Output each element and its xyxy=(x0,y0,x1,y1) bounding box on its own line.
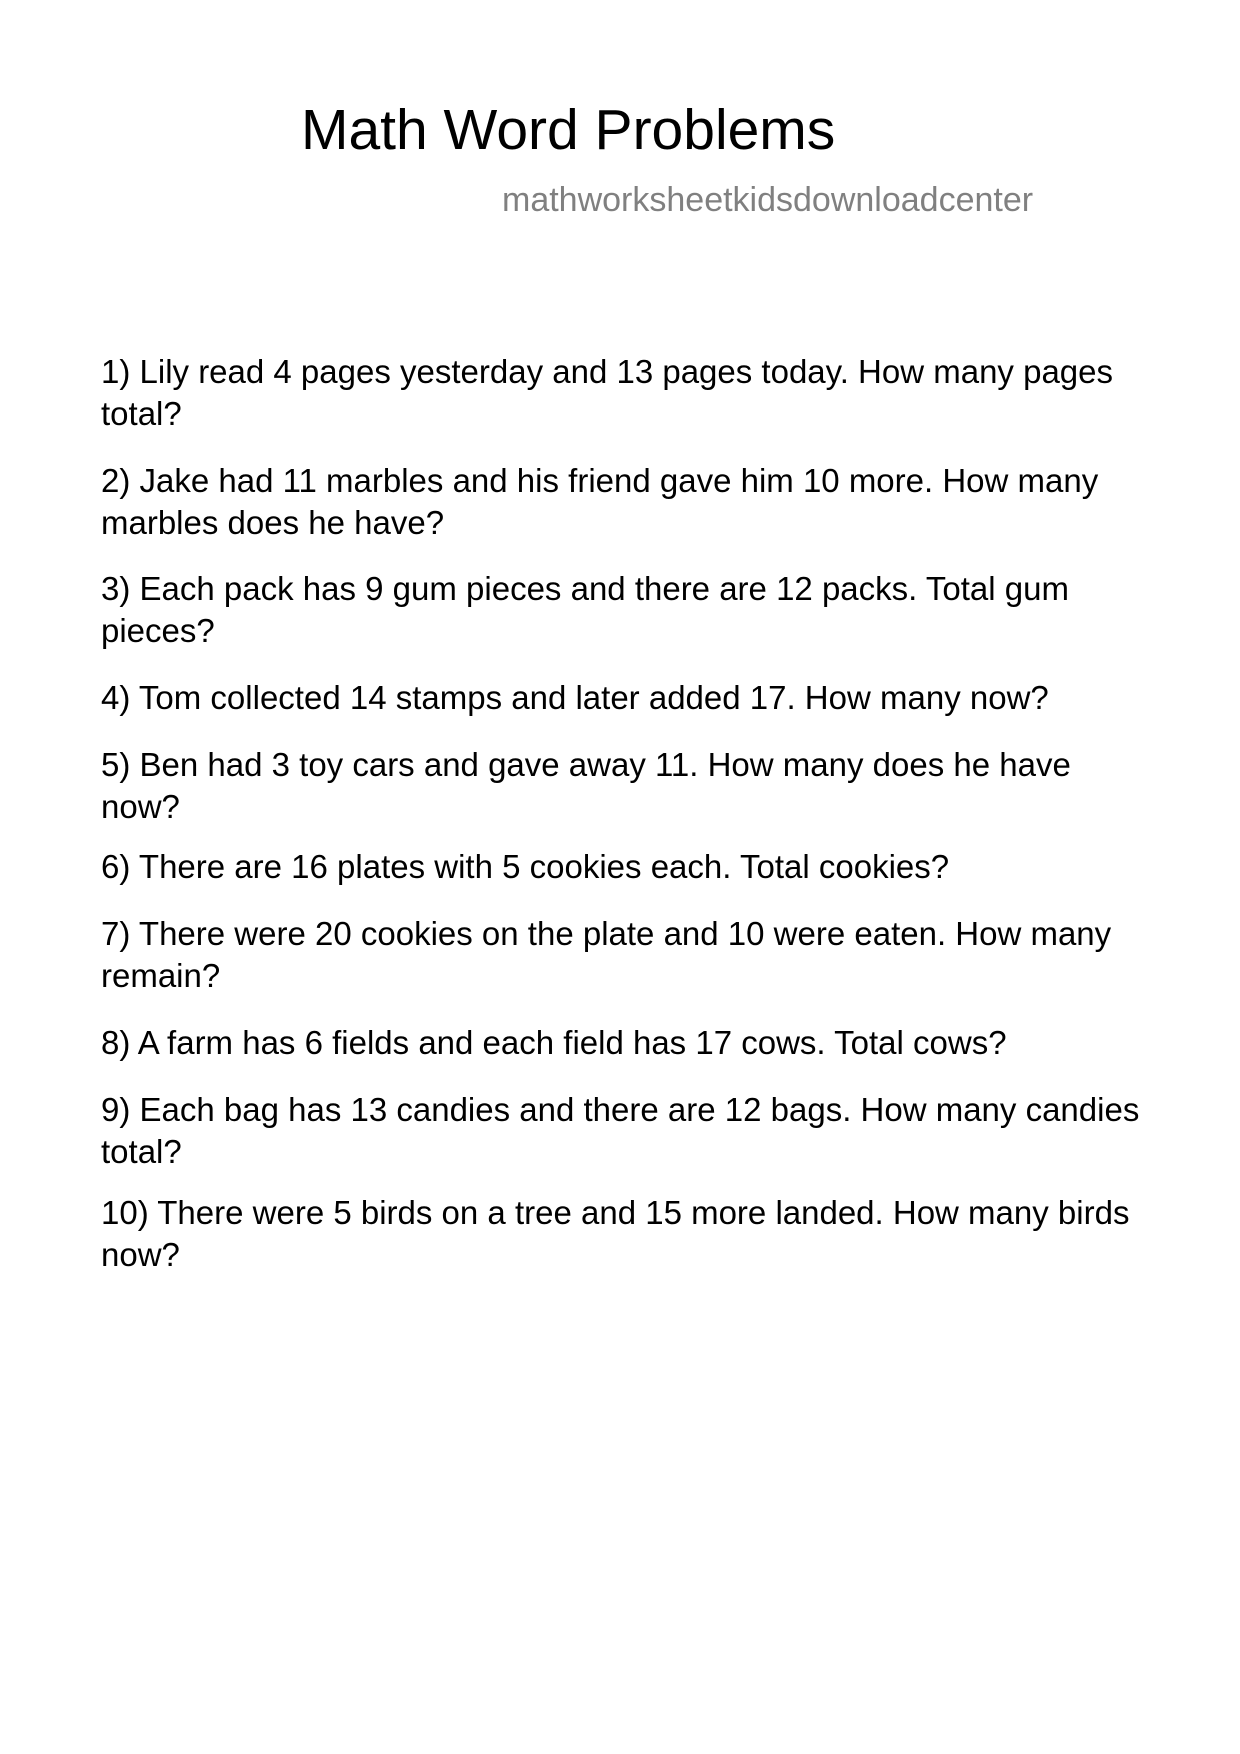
problem-item-3: 3) Each pack has 9 gum pieces and there are 12 packs. Total gum pieces? xyxy=(101,570,1069,649)
page-title: Math Word Problems xyxy=(301,98,836,162)
problem-item-9: 9) Each bag has 13 candies and there are 12 bags. How many candies total? xyxy=(101,1091,1140,1170)
problem-item-8: 8) A farm has 6 fields and each field has 17 cows. Total cows? xyxy=(101,1024,1007,1061)
problem-item-2: 2) Jake had 11 marbles and his friend gave him 10 more. How many marbles does he have? xyxy=(101,462,1099,541)
problem-item-10: 10) There were 5 birds on a tree and 15 more landed. How many birds now? xyxy=(101,1194,1130,1273)
problem-item-1: 1) Lily read 4 pages yesterday and 13 pages today. How many pages total? xyxy=(101,353,1114,432)
problem-item-6: 6) There are 16 plates with 5 cookies each. Total cookies? xyxy=(101,848,950,885)
problem-item-4: 4) Tom collected 14 stamps and later added 17. How many now? xyxy=(101,679,1049,716)
problem-item-5: 5) Ben had 3 toy cars and gave away 11. How many does he have now? xyxy=(101,746,1071,825)
source-label: mathworksheetkidsdownloadcenter xyxy=(502,181,1034,219)
problem-item-7: 7) There were 20 cookies on the plate and 10 were eaten. How many remain? xyxy=(101,915,1112,994)
